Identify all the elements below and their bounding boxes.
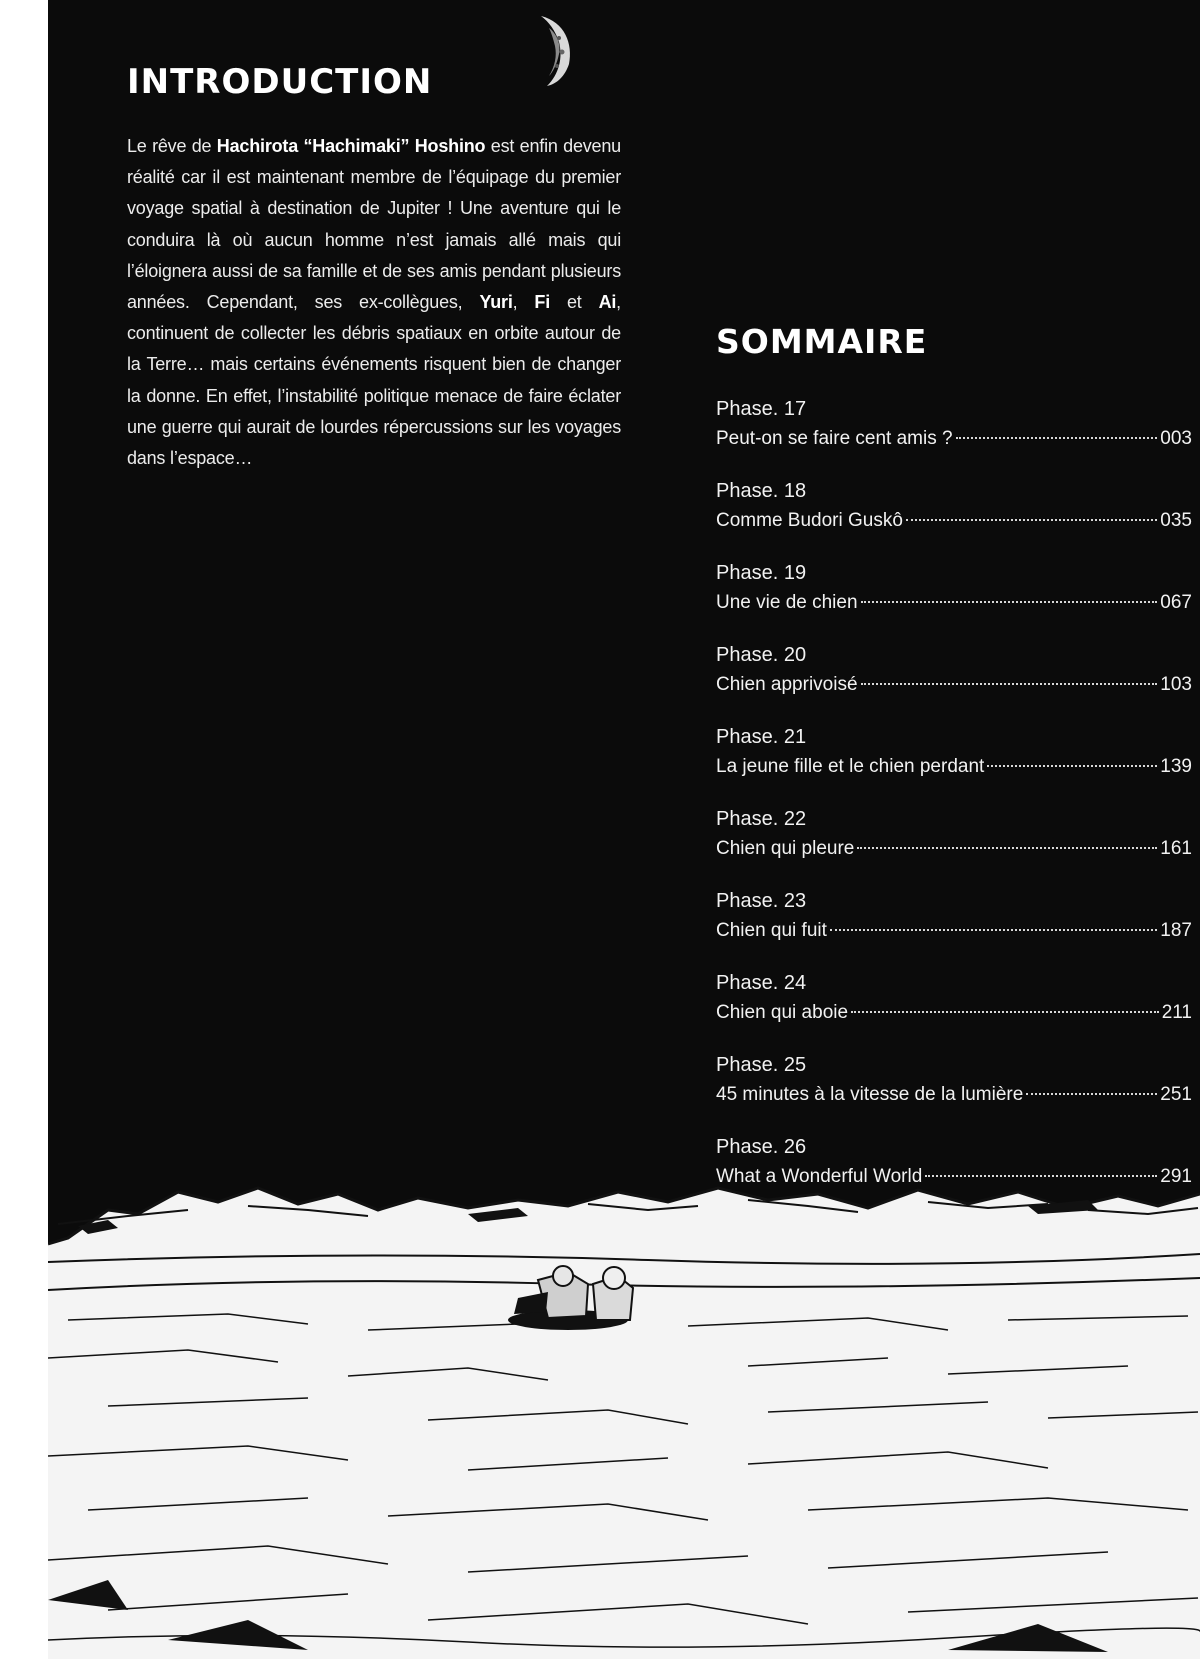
toc-page-number: 139 bbox=[1160, 756, 1192, 777]
toc-chapter-title: Chien qui fuit bbox=[716, 920, 827, 941]
toc-chapter-title: Chien qui aboie bbox=[716, 1002, 849, 1023]
text-segment: est enfin devenu réalité car il est maintenant membre de l’équipage du premier voyage spatial à destination de Jupiter ! Une aventure qui le conduira là où aucun homme n’est jamais allé mais qui l’éloignera aussi de sa famille et de ses amis pendant plusieurs années. Cependant, ses ex-collègues, bbox=[127, 136, 621, 313]
highlighted-name: Hachirota “Hachimaki” Hoshino bbox=[216, 136, 486, 156]
toc-chapter-title: What a Wonderful World bbox=[716, 1166, 923, 1187]
contents-title: SOMMAIRE bbox=[716, 322, 928, 361]
dot-leader bbox=[861, 601, 1158, 603]
toc-phase-label: Phase. 18 bbox=[716, 480, 807, 502]
toc-phase-label: Phase. 26 bbox=[716, 1136, 807, 1158]
introduction-paragraph bbox=[127, 131, 621, 474]
dot-leader bbox=[906, 519, 1157, 521]
toc-chapter-title: Peut-on se faire cent amis ? bbox=[716, 428, 953, 449]
toc-page-number: 187 bbox=[1160, 920, 1192, 941]
toc-chapter-line bbox=[716, 752, 1192, 782]
dot-leader bbox=[857, 847, 1157, 849]
toc-phase-label: Phase. 17 bbox=[716, 398, 807, 420]
toc-entry bbox=[716, 968, 1192, 1050]
toc-chapter-line bbox=[716, 916, 1192, 946]
dot-leader bbox=[851, 1011, 1159, 1013]
highlighted-name: Ai bbox=[598, 292, 617, 313]
text-segment: , continuent de collecter les débris spatiaux en orbite autour de la Terre… mais certains événements risquent bien de changer la donne. En effet, l’instabilité politique menace de faire éclater une guerre qui aurait de lourdes répercussions sur les voyages dans l’espace… bbox=[127, 292, 621, 469]
toc-phase-label: Phase. 23 bbox=[716, 890, 807, 912]
toc-chapter-title: Chien qui pleure bbox=[716, 838, 855, 859]
toc-chapter-line bbox=[716, 834, 1192, 864]
toc-page-number: 035 bbox=[1160, 510, 1192, 531]
toc-chapter-line bbox=[716, 506, 1192, 536]
dot-leader bbox=[925, 1175, 1157, 1177]
toc-page-number: 211 bbox=[1161, 1002, 1192, 1023]
introduction-title: INTRODUCTION bbox=[127, 62, 433, 102]
dot-leader bbox=[830, 929, 1157, 931]
manga-page bbox=[48, 0, 1200, 1659]
toc-chapter-line bbox=[716, 588, 1192, 618]
toc-phase-label: Phase. 25 bbox=[716, 1054, 807, 1076]
earth-crescent-image bbox=[535, 14, 575, 86]
toc-phase-label: Phase. 21 bbox=[716, 726, 807, 748]
toc-entry bbox=[716, 394, 1192, 476]
toc-chapter-title: La jeune fille et le chien perdant bbox=[716, 756, 985, 777]
toc-entry bbox=[716, 804, 1192, 886]
toc-chapter-line bbox=[716, 670, 1192, 700]
toc-page-number: 103 bbox=[1160, 674, 1192, 695]
highlighted-name: Fi bbox=[534, 292, 551, 313]
text-segment: Le rêve de bbox=[127, 136, 217, 156]
toc-entry bbox=[716, 558, 1192, 640]
toc-entry bbox=[716, 886, 1192, 968]
toc-chapter-title: Chien apprivoisé bbox=[716, 674, 858, 695]
toc-page-number: 161 bbox=[1160, 838, 1192, 859]
toc-entry bbox=[716, 476, 1192, 558]
toc-entry bbox=[716, 722, 1192, 804]
toc-phase-label: Phase. 24 bbox=[716, 972, 807, 994]
dot-leader bbox=[956, 437, 1158, 439]
highlighted-name: Yuri bbox=[479, 292, 513, 313]
toc-chapter-title: Comme Budori Guskô bbox=[716, 510, 903, 531]
text-segment: et bbox=[550, 292, 599, 313]
lunar-surface-illustration bbox=[48, 1180, 1200, 1659]
toc-entry bbox=[716, 1050, 1192, 1132]
toc-phase-label: Phase. 19 bbox=[716, 562, 807, 584]
toc-phase-label: Phase. 22 bbox=[716, 808, 807, 830]
toc-entry bbox=[716, 640, 1192, 722]
toc-phase-label: Phase. 20 bbox=[716, 644, 807, 666]
table-of-contents bbox=[716, 394, 1192, 1214]
toc-page-number: 291 bbox=[1160, 1166, 1192, 1187]
toc-page-number: 003 bbox=[1160, 428, 1192, 449]
dot-leader bbox=[1026, 1093, 1157, 1095]
toc-chapter-line bbox=[716, 1080, 1192, 1110]
toc-chapter-title: 45 minutes à la vitesse de la lumière bbox=[716, 1084, 1024, 1105]
toc-page-number: 067 bbox=[1160, 592, 1192, 613]
text-segment: , bbox=[512, 292, 535, 313]
toc-chapter-title: Une vie de chien bbox=[716, 592, 858, 613]
toc-chapter-line bbox=[716, 998, 1192, 1028]
toc-chapter-line bbox=[716, 424, 1192, 454]
dot-leader bbox=[861, 683, 1158, 685]
toc-page-number: 251 bbox=[1160, 1084, 1192, 1105]
dot-leader bbox=[987, 765, 1157, 767]
